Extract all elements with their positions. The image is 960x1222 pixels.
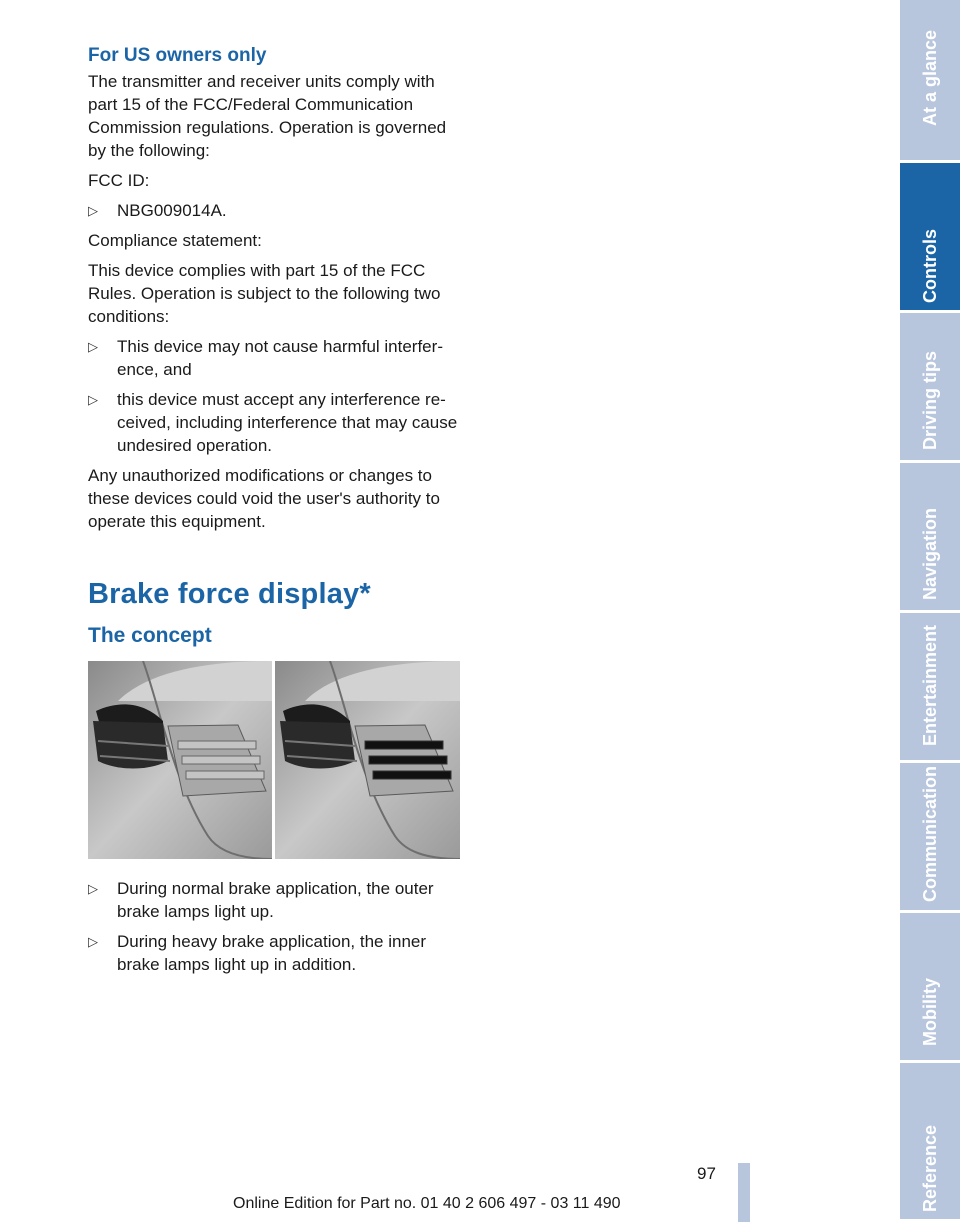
brake-bullets <box>88 877 466 976</box>
conditions-list <box>88 335 466 457</box>
page-number: 97 <box>697 1164 716 1183</box>
compliance-text: This device complies with part 15 of the FCC Rules. Operation is subject to the following two conditions: <box>88 261 441 326</box>
subheading-concept: The concept <box>88 624 212 647</box>
fcc-id-label: FCC ID: <box>88 171 150 190</box>
fcc-intro: The transmitter and receiver units comply with part 15 of the FCC/Federal Communication Commission regulations. Operation is governed by the following: <box>88 72 447 160</box>
heavy-brake-image <box>275 661 460 859</box>
section-heading-us-owners: For US owners only <box>88 45 267 66</box>
bullet-triangle-icon: ▷ <box>88 934 98 949</box>
tab-mobility[interactable]: Mobility <box>900 913 960 1063</box>
compliance-label: Compliance statement: <box>88 231 262 250</box>
section-heading-brake-force: Brake force display* <box>88 578 371 610</box>
tab-at-a-glance[interactable]: At a glance <box>900 0 960 163</box>
tab-driving-tips[interactable]: Driving tips <box>900 313 960 463</box>
modification-warning: Any unauthorized modifications or changes to these devices could void the user's authority to operate this equipment. <box>88 466 440 531</box>
list-item: ▷ this device must accept any interference received, including interference that may cause undesired operation. <box>88 390 458 455</box>
bullet-triangle-icon: ▷ <box>88 881 98 896</box>
list-item: ▷ During normal brake application, the outer brake lamps light up. <box>88 879 434 921</box>
tab-communication[interactable]: Communication <box>900 763 960 913</box>
fcc-id-list <box>88 199 466 222</box>
footer-edition: Online Edition for Part no. 01 40 2 606 497 - 03 11 490 <box>233 1195 621 1212</box>
tab-reference[interactable]: Reference <box>900 1063 960 1222</box>
list-item: ▷ This device may not cause harmful interference, and <box>88 337 443 379</box>
tab-navigation[interactable]: Navigation <box>900 463 960 613</box>
bullet-triangle-icon: ▷ <box>88 203 98 218</box>
bullet-triangle-icon: ▷ <box>88 339 98 354</box>
bullet-triangle-icon: ▷ <box>88 392 98 407</box>
page-content <box>88 44 466 983</box>
normal-brake-image <box>88 661 272 859</box>
brake-lamp-illustration <box>88 661 460 859</box>
list-item: ▷ NBG009014A. <box>88 201 227 220</box>
tab-entertainment[interactable]: Entertainment <box>900 613 960 763</box>
tab-controls[interactable]: Controls <box>900 163 960 313</box>
list-item: ▷ During heavy brake application, the inner brake lamps light up in addition. <box>88 932 427 974</box>
page-marker-bar <box>738 1163 750 1222</box>
chapter-tabs <box>900 0 960 1222</box>
